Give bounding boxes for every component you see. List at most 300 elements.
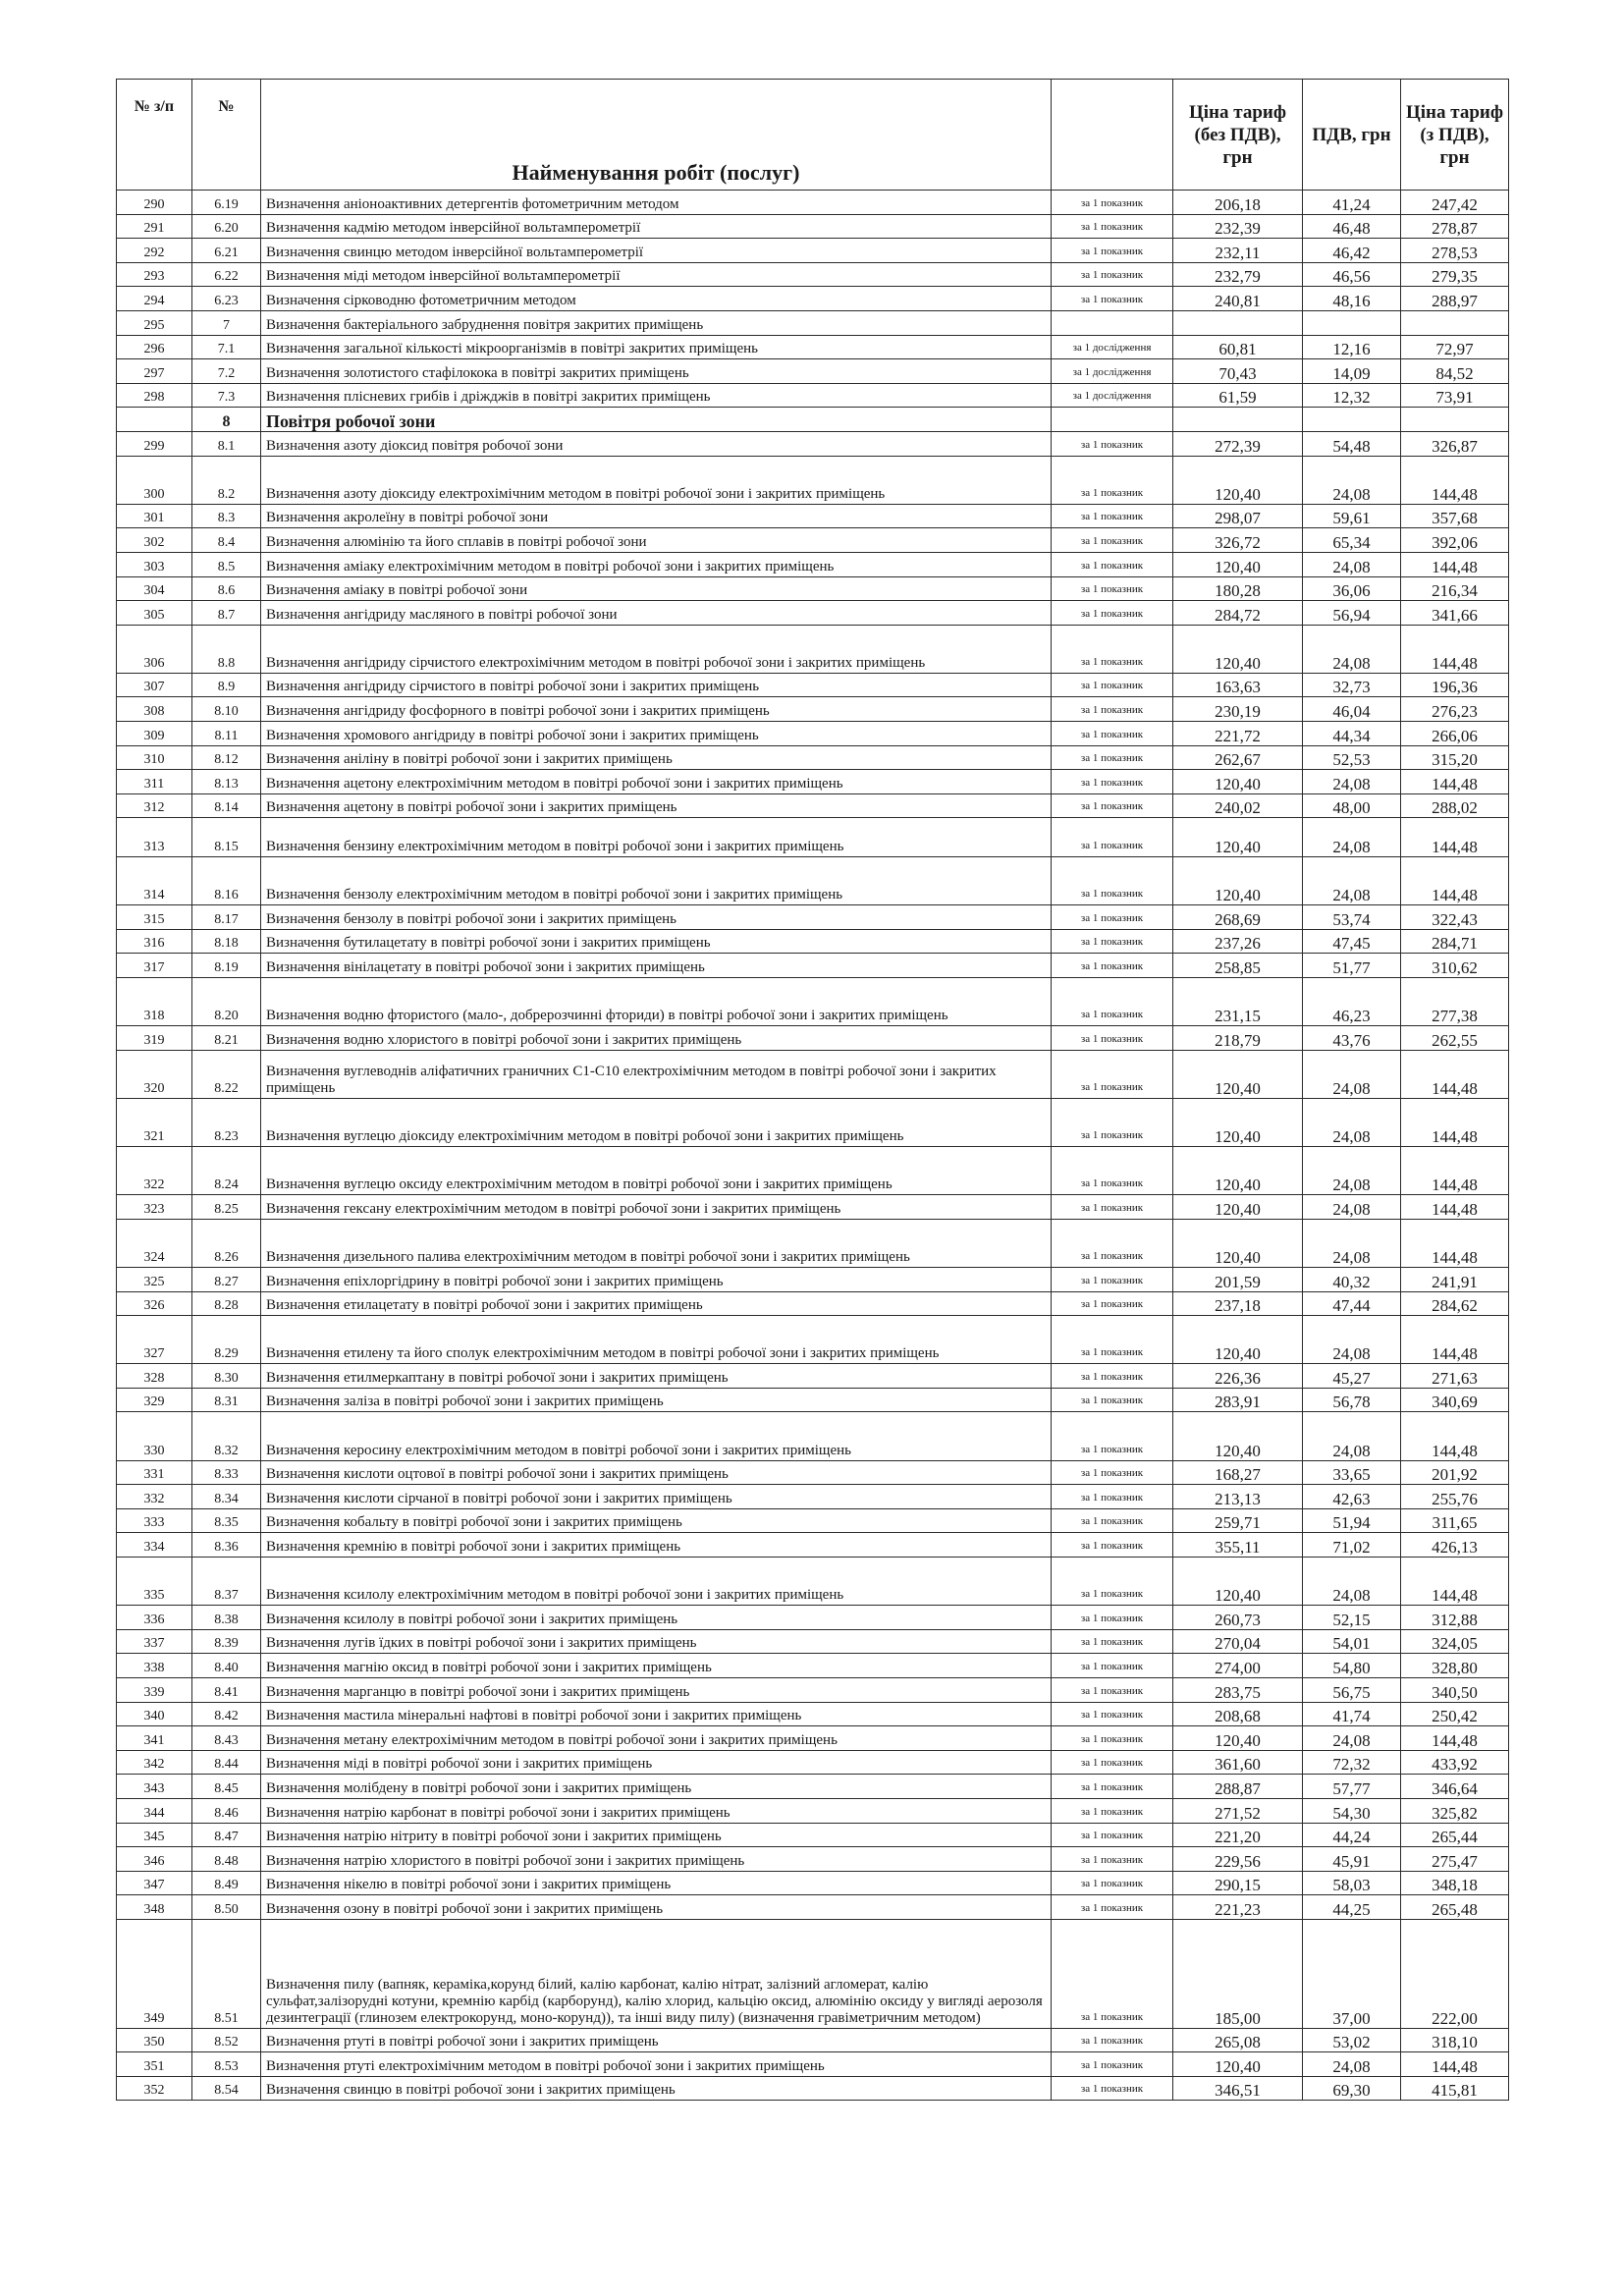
service-name: Повітря робочої зони: [261, 408, 1052, 432]
service-name: Визначення водню хлористого в повітрі робочої зони і закритих приміщень: [261, 1025, 1052, 1050]
price-without-vat: 120,40: [1173, 1412, 1303, 1460]
item-number: 8.35: [192, 1508, 261, 1533]
vat-amount: 54,01: [1303, 1629, 1401, 1654]
vat-amount: 24,08: [1303, 552, 1401, 576]
unit-label: за 1 показник: [1052, 1291, 1173, 1316]
unit-label: за 1 показник: [1052, 745, 1173, 770]
item-number: 6.21: [192, 239, 261, 263]
vat-amount: 45,27: [1303, 1364, 1401, 1389]
vat-amount: 41,24: [1303, 191, 1401, 215]
row-number: 310: [117, 745, 192, 770]
price-without-vat: 232,79: [1173, 262, 1303, 287]
service-name: Визначення аміаку в повітрі робочої зони: [261, 576, 1052, 601]
unit-label: за 1 показник: [1052, 625, 1173, 673]
row-number: 329: [117, 1388, 192, 1412]
item-number: 8.28: [192, 1291, 261, 1316]
price-with-vat: [1401, 408, 1509, 432]
item-number: 8.10: [192, 697, 261, 722]
service-name: Визначення пилу (вапняк, кераміка,корунд білий, калію карбонат, калію нітрат, залізний агломерат, калію сульфат,залізорудні котуни, кремнію карбід (карборунд), калію хлорид, кальцію оксид, алюмінію оксиду у вигляді аерозоля дезинтеграції (глинозем електрокорунд, моно-корунд)), та інші виду пилу) (визначення гравіметричним методом): [261, 1919, 1052, 2028]
table-row: [117, 1775, 1509, 1799]
vat-amount: [1303, 408, 1401, 432]
price-without-vat: 120,40: [1173, 1195, 1303, 1220]
item-number: 8.12: [192, 745, 261, 770]
service-name: Визначення ангідриду масляного в повітрі робочої зони: [261, 601, 1052, 626]
price-without-vat: 283,91: [1173, 1388, 1303, 1412]
price-with-vat: 341,66: [1401, 601, 1509, 626]
table-header-row: [117, 80, 1509, 191]
price-without-vat: 213,13: [1173, 1485, 1303, 1509]
price-without-vat: 185,00: [1173, 1919, 1303, 2028]
price-list-sheet: [116, 79, 1508, 2101]
vat-amount: 54,80: [1303, 1654, 1401, 1678]
row-number: 315: [117, 905, 192, 930]
price-with-vat: 312,88: [1401, 1606, 1509, 1630]
service-name: Визначення керосину електрохімічним методом в повітрі робочої зони і закритих приміщень: [261, 1412, 1052, 1460]
price-without-vat: 163,63: [1173, 673, 1303, 697]
price-with-vat: 144,48: [1401, 818, 1509, 856]
unit-label: за 1 показник: [1052, 929, 1173, 954]
row-number: 305: [117, 601, 192, 626]
item-number: 6.22: [192, 262, 261, 287]
service-name: Визначення натрію нітриту в повітрі робочої зони і закритих приміщень: [261, 1823, 1052, 1847]
service-name: Визначення аніоноактивних детергентів фотометричним методом: [261, 191, 1052, 215]
table-row: [117, 977, 1509, 1025]
row-number: 334: [117, 1533, 192, 1558]
price-with-vat: 284,62: [1401, 1291, 1509, 1316]
unit-label: за 1 показник: [1052, 1606, 1173, 1630]
price-with-vat: 426,13: [1401, 1533, 1509, 1558]
price-without-vat: 230,19: [1173, 697, 1303, 722]
table-row: [117, 1726, 1509, 1751]
vat-amount: 52,15: [1303, 1606, 1401, 1630]
service-name: Визначення заліза в повітрі робочої зони і закритих приміщень: [261, 1388, 1052, 1412]
item-number: 8.52: [192, 2028, 261, 2052]
table-row: [117, 287, 1509, 311]
unit-label: за 1 показник: [1052, 1702, 1173, 1726]
table-row: [117, 697, 1509, 722]
unit-label: за 1 дослідження: [1052, 383, 1173, 408]
item-number: 8.32: [192, 1412, 261, 1460]
vat-amount: 12,16: [1303, 335, 1401, 359]
item-number: 8.7: [192, 601, 261, 626]
price-with-vat: 250,42: [1401, 1702, 1509, 1726]
service-name: Визначення дизельного палива електрохімічним методом в повітрі робочої зони і закритих приміщень: [261, 1219, 1052, 1267]
price-without-vat: 288,87: [1173, 1775, 1303, 1799]
unit-label: за 1 показник: [1052, 1364, 1173, 1389]
table-row: [117, 1195, 1509, 1220]
unit-label: за 1 показник: [1052, 552, 1173, 576]
service-name: Визначення ртуті електрохімічним методом в повітрі робочої зони і закритих приміщень: [261, 2052, 1052, 2077]
item-number: 8.11: [192, 722, 261, 746]
item-number: 7: [192, 310, 261, 335]
item-number: 8.29: [192, 1316, 261, 1364]
item-number: 8.20: [192, 977, 261, 1025]
unit-label: за 1 показник: [1052, 1267, 1173, 1291]
service-name: Визначення ксилолу електрохімічним методом в повітрі робочої зони і закритих приміщень: [261, 1558, 1052, 1606]
table-row: [117, 1364, 1509, 1389]
table-row: [117, 954, 1509, 978]
price-with-vat: 144,48: [1401, 1146, 1509, 1194]
vat-amount: 24,08: [1303, 770, 1401, 794]
price-without-vat: 201,59: [1173, 1267, 1303, 1291]
unit-label: за 1 показник: [1052, 1316, 1173, 1364]
row-number: 323: [117, 1195, 192, 1220]
item-number: 8.38: [192, 1606, 261, 1630]
price-without-vat: 60,81: [1173, 335, 1303, 359]
price-with-vat: 348,18: [1401, 1871, 1509, 1895]
vat-amount: 24,08: [1303, 1316, 1401, 1364]
price-without-vat: [1173, 310, 1303, 335]
service-name: Визначення етилацетату в повітрі робочої зони і закритих приміщень: [261, 1291, 1052, 1316]
price-without-vat: 221,23: [1173, 1895, 1303, 1920]
price-with-vat: 144,48: [1401, 1316, 1509, 1364]
item-number: 8.8: [192, 625, 261, 673]
price-with-vat: 73,91: [1401, 383, 1509, 408]
table-row: [117, 601, 1509, 626]
row-number: 325: [117, 1267, 192, 1291]
vat-amount: 42,63: [1303, 1485, 1401, 1509]
price-with-vat: 216,34: [1401, 576, 1509, 601]
unit-label: за 1 показник: [1052, 1195, 1173, 1220]
vat-amount: 44,24: [1303, 1823, 1401, 1847]
table-row: [117, 1460, 1509, 1485]
row-number: 346: [117, 1847, 192, 1872]
price-without-vat: 208,68: [1173, 1702, 1303, 1726]
row-number: 299: [117, 431, 192, 456]
vat-amount: 46,04: [1303, 697, 1401, 722]
unit-label: за 1 показник: [1052, 977, 1173, 1025]
row-number: 313: [117, 818, 192, 856]
service-name: Визначення хромового ангідриду в повітрі робочої зони і закритих приміщень: [261, 722, 1052, 746]
service-name: Визначення бензину електрохімічним методом в повітрі робочої зони і закритих приміщень: [261, 818, 1052, 856]
unit-label: за 1 показник: [1052, 1412, 1173, 1460]
row-number: 297: [117, 359, 192, 384]
price-without-vat: 259,71: [1173, 1508, 1303, 1533]
row-number: 343: [117, 1775, 192, 1799]
unit-label: за 1 дослідження: [1052, 359, 1173, 384]
vat-amount: 43,76: [1303, 1025, 1401, 1050]
price-without-vat: 120,40: [1173, 552, 1303, 576]
service-name: Визначення лугів їдких в повітрі робочої зони і закритих приміщень: [261, 1629, 1052, 1654]
service-name: Визначення кислоти сірчаної в повітрі робочої зони і закритих приміщень: [261, 1485, 1052, 1509]
row-number: 327: [117, 1316, 192, 1364]
unit-label: за 1 показник: [1052, 1025, 1173, 1050]
price-with-vat: 278,53: [1401, 239, 1509, 263]
vat-amount: 44,25: [1303, 1895, 1401, 1920]
item-number: 8.1: [192, 431, 261, 456]
row-number: 294: [117, 287, 192, 311]
unit-label: за 1 показник: [1052, 528, 1173, 553]
price-without-vat: 120,40: [1173, 1146, 1303, 1194]
row-number: 303: [117, 552, 192, 576]
price-with-vat: 276,23: [1401, 697, 1509, 722]
vat-amount: 69,30: [1303, 2076, 1401, 2101]
vat-amount: 24,08: [1303, 1195, 1401, 1220]
row-number: 298: [117, 383, 192, 408]
price-without-vat: 271,52: [1173, 1798, 1303, 1823]
price-with-vat: 144,48: [1401, 625, 1509, 673]
item-number: 8.25: [192, 1195, 261, 1220]
table-row: [117, 1558, 1509, 1606]
row-number: 324: [117, 1219, 192, 1267]
service-name: Визначення вуглецю оксиду електрохімічним методом в повітрі робочої зони і закритих приміщень: [261, 1146, 1052, 1194]
row-number: 338: [117, 1654, 192, 1678]
unit-label: за 1 показник: [1052, 1798, 1173, 1823]
item-number: 7.3: [192, 383, 261, 408]
price-without-vat: 120,40: [1173, 818, 1303, 856]
table-body: [117, 191, 1509, 2101]
item-number: 8.9: [192, 673, 261, 697]
price-with-vat: 266,06: [1401, 722, 1509, 746]
item-number: 8.26: [192, 1219, 261, 1267]
price-with-vat: 247,42: [1401, 191, 1509, 215]
price-with-vat: 278,87: [1401, 214, 1509, 239]
price-with-vat: 340,69: [1401, 1388, 1509, 1412]
price-without-vat: 218,79: [1173, 1025, 1303, 1050]
service-name: Визначення етилмеркаптану в повітрі робочої зони і закритих приміщень: [261, 1364, 1052, 1389]
vat-amount: 41,74: [1303, 1702, 1401, 1726]
unit-label: за 1 показник: [1052, 239, 1173, 263]
table-row: [117, 1412, 1509, 1460]
price-without-vat: 240,81: [1173, 287, 1303, 311]
item-number: 8.15: [192, 818, 261, 856]
vat-amount: 36,06: [1303, 576, 1401, 601]
price-without-vat: 283,75: [1173, 1678, 1303, 1703]
unit-label: за 1 показник: [1052, 1219, 1173, 1267]
table-row: [117, 625, 1509, 673]
price-without-vat: 120,40: [1173, 770, 1303, 794]
table-row: [117, 504, 1509, 528]
row-number: 344: [117, 1798, 192, 1823]
price-with-vat: 328,80: [1401, 1654, 1509, 1678]
price-without-vat: 120,40: [1173, 625, 1303, 673]
item-number: 8.18: [192, 929, 261, 954]
unit-label: за 1 показник: [1052, 1823, 1173, 1847]
price-with-vat: 340,50: [1401, 1678, 1509, 1703]
vat-amount: 24,08: [1303, 1050, 1401, 1098]
row-number: 348: [117, 1895, 192, 1920]
price-with-vat: 144,48: [1401, 2052, 1509, 2077]
price-with-vat: [1401, 310, 1509, 335]
vat-amount: 24,08: [1303, 1726, 1401, 1751]
table-row: [117, 1750, 1509, 1775]
unit-label: за 1 показник: [1052, 1726, 1173, 1751]
table-row: [117, 552, 1509, 576]
row-number: 350: [117, 2028, 192, 2052]
price-with-vat: 288,02: [1401, 793, 1509, 818]
row-number: 296: [117, 335, 192, 359]
unit-label: за 1 показник: [1052, 1895, 1173, 1920]
item-number: 8.54: [192, 2076, 261, 2101]
vat-amount: 12,32: [1303, 383, 1401, 408]
unit-label: за 1 показник: [1052, 697, 1173, 722]
row-number: 293: [117, 262, 192, 287]
item-number: 8.22: [192, 1050, 261, 1098]
price-without-vat: 232,11: [1173, 239, 1303, 263]
service-name: Визначення міді в повітрі робочої зони і закритих приміщень: [261, 1750, 1052, 1775]
unit-label: за 1 показник: [1052, 856, 1173, 904]
table-row: [117, 1654, 1509, 1678]
price-with-vat: 144,48: [1401, 1098, 1509, 1146]
unit-label: за 1 показник: [1052, 1919, 1173, 2028]
table-row: [117, 1050, 1509, 1098]
unit-label: за 1 показник: [1052, 262, 1173, 287]
unit-label: за 1 показник: [1052, 1558, 1173, 1606]
row-number: 292: [117, 239, 192, 263]
vat-amount: 24,08: [1303, 1412, 1401, 1460]
row-number: 331: [117, 1460, 192, 1485]
row-number: 347: [117, 1871, 192, 1895]
unit-label: за 1 показник: [1052, 431, 1173, 456]
vat-amount: 24,08: [1303, 1219, 1401, 1267]
table-row: [117, 1702, 1509, 1726]
row-number: 328: [117, 1364, 192, 1389]
price-with-vat: 310,62: [1401, 954, 1509, 978]
row-number: 352: [117, 2076, 192, 2101]
row-number: 335: [117, 1558, 192, 1606]
price-without-vat: 240,02: [1173, 793, 1303, 818]
row-number: 320: [117, 1050, 192, 1098]
item-number: 8.6: [192, 576, 261, 601]
price-without-vat: 180,28: [1173, 576, 1303, 601]
price-with-vat: 84,52: [1401, 359, 1509, 384]
price-without-vat: 361,60: [1173, 1750, 1303, 1775]
service-name: Визначення вуглецю діоксиду електрохімічним методом в повітрі робочої зони і закритих приміщень: [261, 1098, 1052, 1146]
price-with-vat: 346,64: [1401, 1775, 1509, 1799]
price-without-vat: 168,27: [1173, 1460, 1303, 1485]
item-number: 8.50: [192, 1895, 261, 1920]
table-row: [117, 214, 1509, 239]
vat-amount: 54,48: [1303, 431, 1401, 456]
service-name: Визначення акролеїну в повітрі робочої зони: [261, 504, 1052, 528]
price-with-vat: 322,43: [1401, 905, 1509, 930]
service-name: Визначення епіхлоргідрину в повітрі робочої зони і закритих приміщень: [261, 1267, 1052, 1291]
unit-label: за 1 показник: [1052, 456, 1173, 504]
table-row: [117, 1291, 1509, 1316]
row-number: 330: [117, 1412, 192, 1460]
vat-amount: 48,00: [1303, 793, 1401, 818]
item-number: 8.48: [192, 1847, 261, 1872]
row-number: 311: [117, 770, 192, 794]
price-with-vat: 222,00: [1401, 1919, 1509, 2028]
unit-label: за 1 показник: [1052, 1146, 1173, 1194]
service-name: Визначення алюмінію та його сплавів в повітрі робочої зони: [261, 528, 1052, 553]
service-name: Визначення сірководню фотометричним методом: [261, 287, 1052, 311]
price-without-vat: 237,18: [1173, 1291, 1303, 1316]
price-with-vat: 326,87: [1401, 431, 1509, 456]
price-without-vat: 120,40: [1173, 1050, 1303, 1098]
price-without-vat: 290,15: [1173, 1871, 1303, 1895]
unit-label: за 1 показник: [1052, 1847, 1173, 1872]
item-number: 8.23: [192, 1098, 261, 1146]
service-name: Визначення гексану електрохімічним методом в повітрі робочої зони і закритих приміщень: [261, 1195, 1052, 1220]
item-number: 8.51: [192, 1919, 261, 2028]
price-without-vat: 258,85: [1173, 954, 1303, 978]
item-number: 8.2: [192, 456, 261, 504]
header-price-without-vat: Ціна тариф (без ПДВ), грн: [1173, 80, 1303, 191]
unit-label: [1052, 310, 1173, 335]
service-name: Визначення свинцю методом інверсійної вольтамперометрії: [261, 239, 1052, 263]
vat-amount: 40,32: [1303, 1267, 1401, 1291]
price-with-vat: 144,48: [1401, 1412, 1509, 1460]
table-row: [117, 745, 1509, 770]
row-number: 318: [117, 977, 192, 1025]
item-number: 8.40: [192, 1654, 261, 1678]
row-number: 326: [117, 1291, 192, 1316]
price-without-vat: 70,43: [1173, 359, 1303, 384]
service-name: Визначення азоту діоксид повітря робочої зони: [261, 431, 1052, 456]
price-with-vat: 279,35: [1401, 262, 1509, 287]
price-with-vat: 144,48: [1401, 1726, 1509, 1751]
row-number: 307: [117, 673, 192, 697]
item-number: 8.37: [192, 1558, 261, 1606]
table-row: [117, 1919, 1509, 2028]
unit-label: за 1 показник: [1052, 1050, 1173, 1098]
price-with-vat: 271,63: [1401, 1364, 1509, 1389]
price-with-vat: 241,91: [1401, 1267, 1509, 1291]
service-name: Визначення молібдену в повітрі робочої зони і закритих приміщень: [261, 1775, 1052, 1799]
service-name: Визначення аміаку електрохімічним методом в повітрі робочої зони і закритих приміщень: [261, 552, 1052, 576]
price-without-vat: 206,18: [1173, 191, 1303, 215]
service-name: Визначення етилену та його сполук електрохімічним методом в повітрі робочої зони і закритих приміщень: [261, 1316, 1052, 1364]
unit-label: за 1 показник: [1052, 1388, 1173, 1412]
price-with-vat: 277,38: [1401, 977, 1509, 1025]
service-name: Визначення бутилацетату в повітрі робочої зони і закритих приміщень: [261, 929, 1052, 954]
item-number: 8.19: [192, 954, 261, 978]
row-number: 339: [117, 1678, 192, 1703]
unit-label: за 1 показник: [1052, 905, 1173, 930]
unit-label: за 1 показник: [1052, 818, 1173, 856]
price-without-vat: 265,08: [1173, 2028, 1303, 2052]
price-with-vat: 144,48: [1401, 1219, 1509, 1267]
item-number: 8.5: [192, 552, 261, 576]
table-row: [117, 1219, 1509, 1267]
service-name: Визначення метану електрохімічним методом в повітрі робочої зони і закритих приміщень: [261, 1726, 1052, 1751]
item-number: 8.34: [192, 1485, 261, 1509]
table-row: [117, 1025, 1509, 1050]
table-row: [117, 310, 1509, 335]
section-row: [117, 408, 1509, 432]
vat-amount: 53,74: [1303, 905, 1401, 930]
price-with-vat: 144,48: [1401, 1195, 1509, 1220]
service-name: Визначення аніліну в повітрі робочої зони і закритих приміщень: [261, 745, 1052, 770]
row-number: 342: [117, 1750, 192, 1775]
vat-amount: 44,34: [1303, 722, 1401, 746]
row-number: 332: [117, 1485, 192, 1509]
unit-label: за 1 показник: [1052, 576, 1173, 601]
vat-amount: [1303, 310, 1401, 335]
unit-label: за 1 показник: [1052, 601, 1173, 626]
vat-amount: 24,08: [1303, 456, 1401, 504]
unit-label: за 1 показник: [1052, 1533, 1173, 1558]
vat-amount: 71,02: [1303, 1533, 1401, 1558]
item-number: 8.21: [192, 1025, 261, 1050]
unit-label: за 1 дослідження: [1052, 335, 1173, 359]
row-number: 302: [117, 528, 192, 553]
price-without-vat: 229,56: [1173, 1847, 1303, 1872]
row-number: 341: [117, 1726, 192, 1751]
price-without-vat: 298,07: [1173, 504, 1303, 528]
price-without-vat: 268,69: [1173, 905, 1303, 930]
table-row: [117, 905, 1509, 930]
price-without-vat: 221,20: [1173, 1823, 1303, 1847]
header-row-number: № з/п: [117, 80, 192, 191]
vat-amount: 46,48: [1303, 214, 1401, 239]
vat-amount: 72,32: [1303, 1750, 1401, 1775]
unit-label: за 1 показник: [1052, 1485, 1173, 1509]
row-number: 336: [117, 1606, 192, 1630]
price-with-vat: 415,81: [1401, 2076, 1509, 2101]
